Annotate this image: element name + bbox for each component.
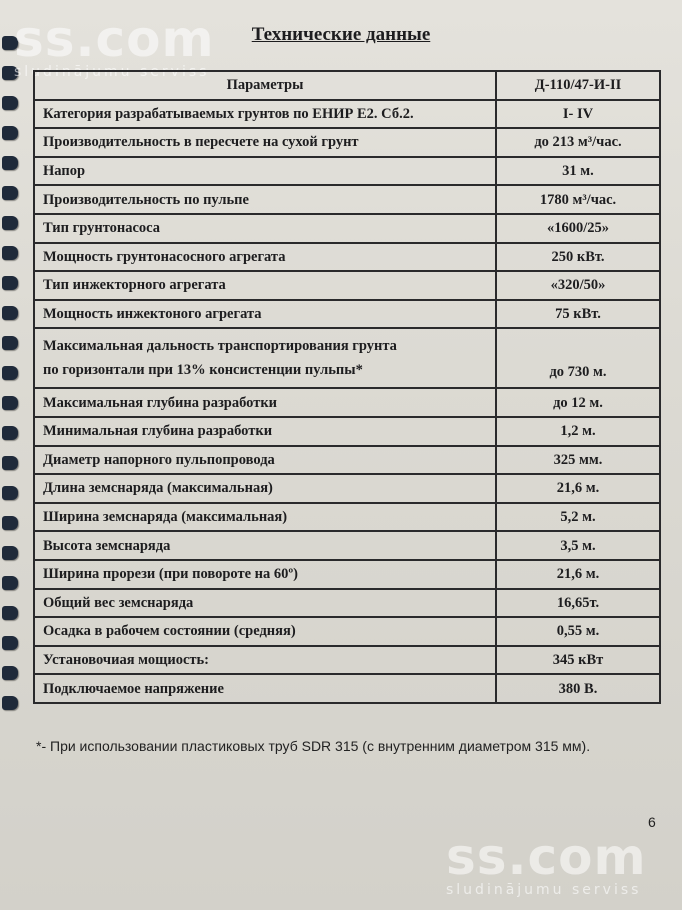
table-row [34,243,660,272]
table-row [34,100,660,129]
param-name: Ширина земснаряда (максимальная) [34,503,496,532]
param-value: I- IV [496,100,660,129]
param-value: 325 мм. [496,446,660,475]
binding-ring [2,396,18,410]
param-value: 345 кВт [496,646,660,675]
table-row [34,417,660,446]
param-value: 16,65т. [496,589,660,618]
binding-ring [2,186,18,200]
param-value: до 12 м. [496,388,660,417]
param-name: Категория разрабатываемых грунтов по ЕНИР Е2. Сб.2. [34,100,496,129]
param-value: 1,2 м. [496,417,660,446]
page-title: Технические данные [251,24,431,45]
table-row [34,617,660,646]
binding-ring [2,426,18,440]
table-row [34,589,660,618]
param-value: 21,6 м. [496,560,660,589]
table-row [34,560,660,589]
footnote: *- При использовании пластиковых труб SDR 315 (с внутренним диаметром 315 мм). [36,738,591,754]
watermark-bottom [446,828,647,898]
param-name [34,328,496,388]
param-name: Минимальная глубина разработки [34,417,496,446]
param-name-line-1: Максимальная дальность транспортирования грунта [43,338,397,355]
table-row [34,300,660,329]
table-row [34,128,660,157]
table-header-row [34,71,660,100]
param-name: Тип грунтонасоса [34,214,496,243]
param-name: Длина земснаряда (максимальная) [34,474,496,503]
binding-ring [2,546,18,560]
param-value: до 730 м. [496,328,660,388]
page-number: 6 [648,814,656,830]
watermark-tagline: sludinājumu serviss [14,64,210,80]
param-name: Производительность по пульпе [34,185,496,214]
param-name: Максимальная глубина разработки [34,388,496,417]
param-value: 21,6 м. [496,474,660,503]
table-row [34,503,660,532]
table-row [34,446,660,475]
binding-ring [2,636,18,650]
watermark-logo: ss.com [14,10,215,68]
binding-ring [2,666,18,680]
param-name: Мощность инжектоного агрегата [34,300,496,329]
table-row [34,674,660,703]
binding-ring [2,96,18,110]
table-row [34,328,660,388]
param-name: Напор [34,157,496,186]
param-name: Тип инжекторного агрегата [34,271,496,300]
binding-ring [2,516,18,530]
param-name: Установочиая мощиость: [34,646,496,675]
binding-ring [2,336,18,350]
watermark-logo: ss.com [446,828,647,886]
param-name: Ширина прорези (при повороте на 60º) [34,560,496,589]
column-header-param: Параметры [34,71,496,100]
param-name: Производительность в пересчете на сухой грунт [34,128,496,157]
binding-ring [2,696,18,710]
param-value: 5,2 м. [496,503,660,532]
watermark-tagline: sludinājumu serviss [446,882,642,898]
table-row [34,388,660,417]
param-value: 3,5 м. [496,531,660,560]
spiral-binding [2,36,22,736]
table-row [34,531,660,560]
param-value: 31 м. [496,157,660,186]
binding-ring [2,276,18,290]
binding-ring [2,216,18,230]
table-row [34,157,660,186]
binding-ring [2,606,18,620]
param-name: Диаметр напорного пульпопровода [34,446,496,475]
param-value: 75 кВт. [496,300,660,329]
binding-ring [2,306,18,320]
param-name: Высота земснаряда [34,531,496,560]
binding-ring [2,576,18,590]
binding-ring [2,156,18,170]
table-row [34,271,660,300]
param-value: 1780 м³/час. [496,185,660,214]
table-row [34,185,660,214]
spec-table [33,70,661,704]
binding-ring [2,126,18,140]
param-name: Осадка в рабочем состоянии (средняя) [34,617,496,646]
param-value: «1600/25» [496,214,660,243]
param-value: 250 кВт. [496,243,660,272]
param-name: Подключаемое напряжение [34,674,496,703]
binding-ring [2,486,18,500]
table-row [34,646,660,675]
binding-ring [2,366,18,380]
column-header-value: Д-110/47-И-II [496,71,660,100]
param-name-line-2: по горизонтали при 13% консистенции пульпы* [43,362,363,379]
param-value: 0,55 м. [496,617,660,646]
binding-ring [2,246,18,260]
param-name: Общий вес земснаряда [34,589,496,618]
param-value: 380 В. [496,674,660,703]
binding-ring [2,456,18,470]
param-value: до 213 м³/час. [496,128,660,157]
table-row [34,214,660,243]
table-row [34,474,660,503]
param-value: «320/50» [496,271,660,300]
param-name: Мощность грунтонасосного агрегата [34,243,496,272]
